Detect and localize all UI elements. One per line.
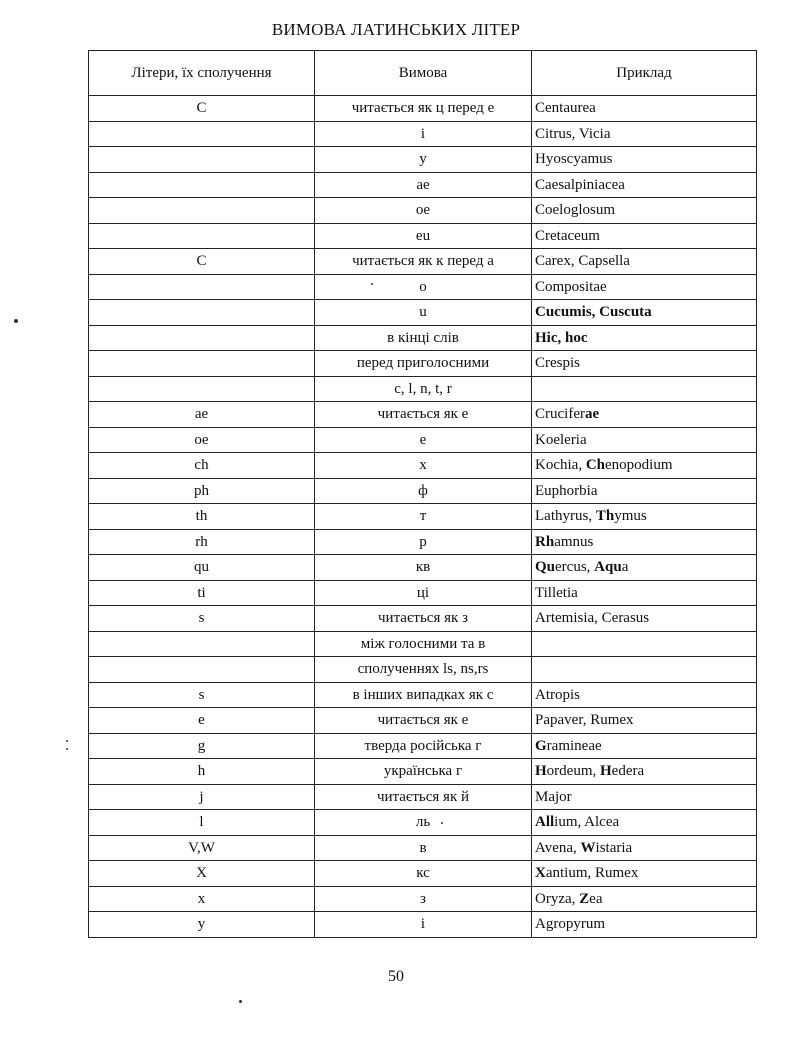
cell-example bbox=[532, 300, 757, 326]
cell-example bbox=[532, 402, 757, 428]
cell-letters bbox=[89, 657, 315, 683]
table-row bbox=[89, 555, 757, 581]
cell-letters bbox=[89, 351, 315, 377]
cell-letters bbox=[89, 147, 315, 173]
cell-pronunciation: р bbox=[315, 529, 532, 555]
example-segment: Tilletia bbox=[535, 584, 578, 601]
cell-example bbox=[532, 376, 757, 402]
cell-pronunciation: o bbox=[315, 274, 532, 300]
cell-letters: l bbox=[89, 810, 315, 836]
cell-pronunciation: ae bbox=[315, 172, 532, 198]
cell-letters: oe bbox=[89, 427, 315, 453]
cell-pronunciation: читається як е bbox=[315, 708, 532, 734]
example-segment: Papaver, Rumex bbox=[535, 712, 634, 729]
cell-letters: y bbox=[89, 912, 315, 938]
cell-example bbox=[532, 504, 757, 530]
table-row bbox=[89, 504, 757, 530]
example-segment: Centaurea bbox=[535, 100, 596, 117]
cell-pronunciation: i bbox=[315, 121, 532, 147]
example-segment: ium, Alcea bbox=[554, 814, 620, 831]
example-segment: Cretaceum bbox=[535, 227, 600, 244]
cell-pronunciation: ф bbox=[315, 478, 532, 504]
cell-pronunciation: між голосними та в bbox=[315, 631, 532, 657]
table-row bbox=[89, 274, 757, 300]
header-letters: Літери, їх сполучення bbox=[89, 51, 315, 96]
cell-letters: j bbox=[89, 784, 315, 810]
cell-letters: h bbox=[89, 759, 315, 785]
example-segment: enopodium bbox=[605, 457, 673, 474]
cell-pronunciation: читається як к перед а bbox=[315, 249, 532, 275]
header-pronunciation: Вимова bbox=[315, 51, 532, 96]
scan-speck bbox=[66, 748, 68, 750]
cell-example bbox=[532, 96, 757, 122]
table-row bbox=[89, 121, 757, 147]
cell-letters: ti bbox=[89, 580, 315, 606]
example-segment: Euphorbia bbox=[535, 482, 598, 499]
cell-pronunciation: u bbox=[315, 300, 532, 326]
table-row bbox=[89, 427, 757, 453]
example-segment: ordeum, bbox=[546, 763, 600, 780]
cell-letters: x bbox=[89, 886, 315, 912]
cell-pronunciation: х bbox=[315, 453, 532, 479]
example-segment: W bbox=[580, 839, 596, 856]
cell-example bbox=[532, 759, 757, 785]
scan-speck bbox=[441, 822, 443, 824]
table-row bbox=[89, 351, 757, 377]
scan-speck bbox=[239, 1000, 242, 1003]
table-row bbox=[89, 861, 757, 887]
example-segment: Koeleria bbox=[535, 431, 587, 448]
scan-speck bbox=[66, 740, 68, 742]
cell-letters: V,W bbox=[89, 835, 315, 861]
example-segment: Ch bbox=[585, 457, 606, 474]
table-row bbox=[89, 657, 757, 683]
cell-letters bbox=[89, 631, 315, 657]
cell-pronunciation: oe bbox=[315, 198, 532, 224]
cell-example bbox=[532, 606, 757, 632]
table-header-row bbox=[89, 51, 757, 96]
table-row bbox=[89, 249, 757, 275]
cell-example bbox=[532, 555, 757, 581]
cell-letters: g bbox=[89, 733, 315, 759]
table-row bbox=[89, 835, 757, 861]
example-segment: Kochia, bbox=[535, 457, 586, 474]
example-segment: ramineae bbox=[546, 737, 602, 754]
cell-letters: ch bbox=[89, 453, 315, 479]
table-row bbox=[89, 784, 757, 810]
cell-letters: C bbox=[89, 96, 315, 122]
pronunciation-table bbox=[88, 50, 757, 938]
cell-example bbox=[532, 223, 757, 249]
cell-letters bbox=[89, 376, 315, 402]
table-body bbox=[89, 96, 757, 938]
cell-example bbox=[532, 657, 757, 683]
cell-example bbox=[532, 580, 757, 606]
cell-example bbox=[532, 810, 757, 836]
cell-pronunciation: т bbox=[315, 504, 532, 530]
cell-pronunciation: кс bbox=[315, 861, 532, 887]
header-example: Приклад bbox=[532, 51, 757, 96]
cell-example bbox=[532, 631, 757, 657]
table-row bbox=[89, 325, 757, 351]
scan-speck bbox=[14, 319, 18, 323]
cell-pronunciation: eu bbox=[315, 223, 532, 249]
cell-pronunciation: читається як е bbox=[315, 402, 532, 428]
cell-letters bbox=[89, 325, 315, 351]
example-segment: Compositae bbox=[535, 278, 607, 295]
scan-speck bbox=[371, 283, 373, 285]
table-row bbox=[89, 96, 757, 122]
cell-pronunciation: з bbox=[315, 886, 532, 912]
example-segment: Citrus, Vicia bbox=[535, 125, 611, 142]
cell-letters: qu bbox=[89, 555, 315, 581]
example-segment: All bbox=[535, 814, 555, 831]
cell-example bbox=[532, 861, 757, 887]
cell-pronunciation: українська г bbox=[315, 759, 532, 785]
cell-letters: th bbox=[89, 504, 315, 530]
table-row bbox=[89, 682, 757, 708]
cell-letters bbox=[89, 198, 315, 224]
cell-pronunciation: y bbox=[315, 147, 532, 173]
cell-letters bbox=[89, 274, 315, 300]
example-segment: istaria bbox=[595, 839, 633, 856]
cell-pronunciation: е bbox=[315, 427, 532, 453]
table-row bbox=[89, 886, 757, 912]
table-row bbox=[89, 606, 757, 632]
example-segment: ymus bbox=[614, 508, 647, 525]
example-segment: ea bbox=[589, 890, 603, 907]
example-segment: Artemisia, Cerasus bbox=[535, 610, 650, 627]
cell-pronunciation: i bbox=[315, 912, 532, 938]
table-row bbox=[89, 733, 757, 759]
cell-example bbox=[532, 325, 757, 351]
example-segment: Hic, hoc bbox=[535, 329, 588, 346]
page-title: ВИМОВА ЛАТИНСЬКИХ ЛІТЕР bbox=[271, 20, 521, 39]
example-segment: Coeloglosum bbox=[535, 202, 616, 219]
cell-example bbox=[532, 529, 757, 555]
cell-example bbox=[532, 198, 757, 224]
cell-pronunciation: тверда російська г bbox=[315, 733, 532, 759]
cell-example bbox=[532, 478, 757, 504]
cell-example bbox=[532, 274, 757, 300]
table-row bbox=[89, 580, 757, 606]
example-segment: Oryza, bbox=[535, 890, 580, 907]
cell-letters: s bbox=[89, 682, 315, 708]
table-row bbox=[89, 223, 757, 249]
example-segment: Rh bbox=[535, 533, 555, 550]
cell-pronunciation: читається як й bbox=[315, 784, 532, 810]
table-row bbox=[89, 810, 757, 836]
table-row bbox=[89, 529, 757, 555]
table-row bbox=[89, 402, 757, 428]
cell-example bbox=[532, 121, 757, 147]
example-segment: Avena, bbox=[535, 839, 581, 856]
cell-example bbox=[532, 708, 757, 734]
example-segment: Qu bbox=[535, 559, 556, 576]
cell-pronunciation: c, l, n, t, r bbox=[315, 376, 532, 402]
cell-pronunciation: перед приголосними bbox=[315, 351, 532, 377]
example-segment: Caesalpiniacea bbox=[535, 176, 625, 193]
example-segment: ae bbox=[584, 406, 600, 423]
example-segment: Lathyrus, bbox=[535, 508, 596, 525]
cell-example bbox=[532, 172, 757, 198]
cell-letters: X bbox=[89, 861, 315, 887]
cell-letters: ph bbox=[89, 478, 315, 504]
cell-pronunciation: читається як ц перед е bbox=[315, 96, 532, 122]
example-segment: antium, Rumex bbox=[545, 865, 639, 882]
cell-pronunciation: ль bbox=[315, 810, 532, 836]
table-row bbox=[89, 708, 757, 734]
example-segment: Aqu bbox=[594, 559, 622, 576]
example-segment: X bbox=[535, 865, 546, 882]
page-number: 50 bbox=[388, 968, 404, 985]
cell-example bbox=[532, 835, 757, 861]
cell-example bbox=[532, 147, 757, 173]
cell-pronunciation: в bbox=[315, 835, 532, 861]
cell-example bbox=[532, 351, 757, 377]
cell-letters: rh bbox=[89, 529, 315, 555]
example-segment: Agropyrum bbox=[535, 916, 605, 933]
cell-letters: e bbox=[89, 708, 315, 734]
example-segment: a bbox=[621, 559, 629, 576]
example-segment: Cucumis, Cuscuta bbox=[535, 304, 652, 321]
example-segment: H bbox=[535, 763, 547, 780]
example-segment: edera bbox=[611, 763, 645, 780]
cell-example bbox=[532, 682, 757, 708]
example-segment: Z bbox=[579, 890, 590, 907]
example-segment: Crucifer bbox=[535, 406, 585, 423]
table-row bbox=[89, 453, 757, 479]
example-segment: Atropis bbox=[535, 686, 580, 703]
cell-letters bbox=[89, 300, 315, 326]
cell-pronunciation: сполученнях ls, ns,rs bbox=[315, 657, 532, 683]
cell-letters: ae bbox=[89, 402, 315, 428]
table-row bbox=[89, 172, 757, 198]
cell-example bbox=[532, 912, 757, 938]
cell-letters bbox=[89, 223, 315, 249]
cell-example bbox=[532, 784, 757, 810]
table-row bbox=[89, 478, 757, 504]
table-row bbox=[89, 759, 757, 785]
cell-pronunciation: в кінці слів bbox=[315, 325, 532, 351]
example-segment: Crespis bbox=[535, 355, 580, 372]
table-row bbox=[89, 198, 757, 224]
cell-example bbox=[532, 886, 757, 912]
example-segment: ercus, bbox=[555, 559, 595, 576]
table-row bbox=[89, 147, 757, 173]
table-row bbox=[89, 631, 757, 657]
cell-pronunciation: читається як з bbox=[315, 606, 532, 632]
cell-example bbox=[532, 733, 757, 759]
cell-letters bbox=[89, 121, 315, 147]
table-row bbox=[89, 912, 757, 938]
cell-example bbox=[532, 427, 757, 453]
cell-example bbox=[532, 453, 757, 479]
example-segment: Hyoscyamus bbox=[535, 151, 613, 168]
cell-pronunciation: кв bbox=[315, 555, 532, 581]
cell-letters: C bbox=[89, 249, 315, 275]
example-segment: Major bbox=[535, 788, 572, 805]
example-segment: H bbox=[600, 763, 612, 780]
example-segment: amnus bbox=[554, 533, 594, 550]
cell-letters bbox=[89, 172, 315, 198]
cell-example bbox=[532, 249, 757, 275]
example-segment: G bbox=[535, 737, 547, 754]
cell-pronunciation: в інших випадках як с bbox=[315, 682, 532, 708]
table-row bbox=[89, 376, 757, 402]
example-segment: Th bbox=[595, 508, 615, 525]
cell-pronunciation: ці bbox=[315, 580, 532, 606]
cell-letters: s bbox=[89, 606, 315, 632]
example-segment: Carex, Capsella bbox=[535, 253, 630, 270]
table-row bbox=[89, 300, 757, 326]
